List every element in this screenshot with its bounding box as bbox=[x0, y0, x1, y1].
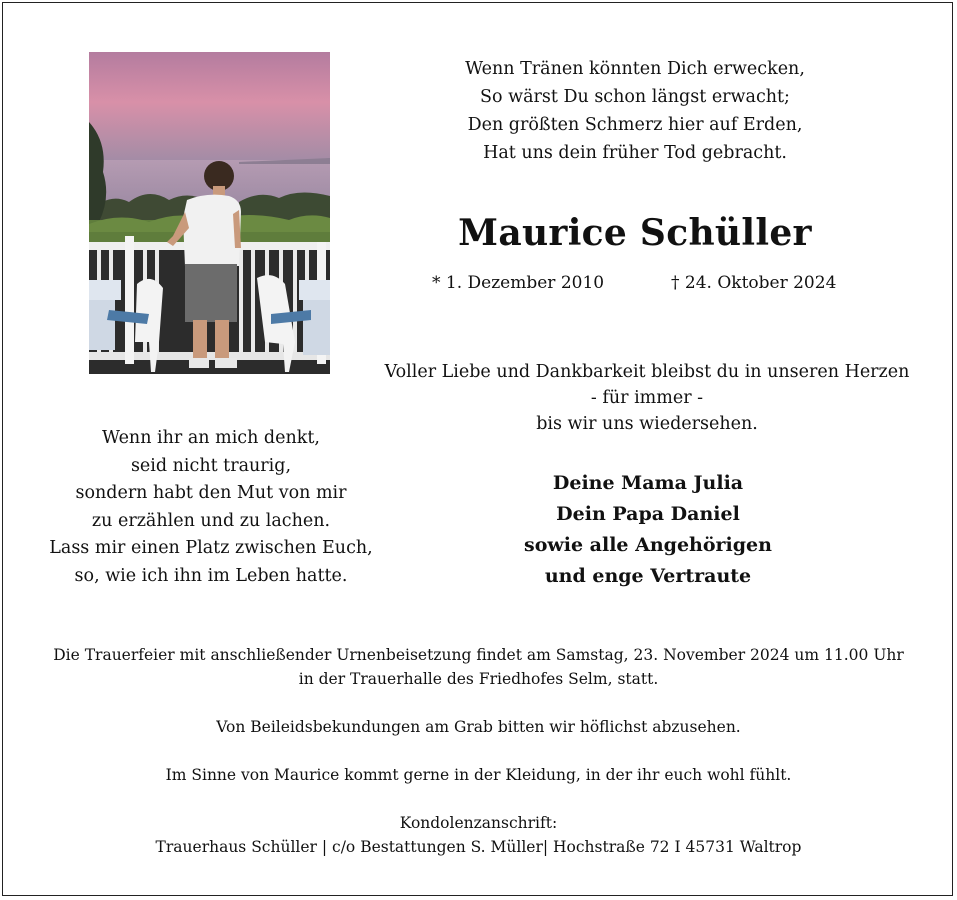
remembrance-text bbox=[370, 359, 924, 437]
remembrance-line: - für immer - bbox=[590, 388, 704, 408]
condolence-address: Trauerhaus Schüller | c/o Bestattungen S. Müller| Hochstraße 72 I 45731 Waltrop bbox=[155, 838, 802, 856]
ceremony-line: in der Trauerhalle des Friedhofes Selm, statt. bbox=[298, 670, 659, 688]
remembrance-line: bis wir uns wiedersehen. bbox=[536, 414, 758, 434]
family-line: und enge Vertraute bbox=[544, 565, 752, 587]
poem-line: Wenn Tränen könnten Dich erwecken, bbox=[465, 59, 805, 79]
family-signatures bbox=[470, 468, 826, 592]
family-line: Dein Papa Daniel bbox=[556, 503, 740, 525]
deceased-name: Maurice Schüller bbox=[458, 212, 812, 254]
ceremony-line: Die Trauerfeier mit anschließender Urnenbeisetzung findet am Samstag, 23. November 2024 um 11.00 Uhr bbox=[53, 646, 904, 664]
poem-line: sondern habt den Mut von mir bbox=[75, 483, 347, 503]
poem-line: So wärst Du schon längst erwacht; bbox=[480, 87, 790, 107]
clothing-note: Im Sinne von Maurice kommt gerne in der Kleidung, in der ihr euch wohl fühlt. bbox=[165, 766, 792, 784]
birth-date: * 1. Dezember 2010 bbox=[432, 273, 605, 293]
ceremony-info bbox=[20, 643, 937, 859]
poem-line: Hat uns dein früher Tod gebracht. bbox=[483, 143, 787, 163]
family-line: sowie alle Angehörigen bbox=[524, 534, 772, 556]
poem-line: seid nicht traurig, bbox=[130, 455, 292, 476]
family-line: Deine Mama Julia bbox=[552, 472, 744, 494]
poem-line: so, wie ich ihn im Leben hatte. bbox=[74, 565, 348, 586]
poem-line: Den größten Schmerz hier auf Erden, bbox=[467, 115, 803, 135]
condolence-request: Von Beileidsbekundungen am Grab bitten wir höflichst abzusehen. bbox=[216, 718, 741, 736]
memorial-photo bbox=[89, 52, 330, 374]
poem-line: zu erzählen und zu lachen. bbox=[91, 510, 331, 531]
top-poem bbox=[380, 55, 890, 167]
poem-line: Wenn ihr an mich denkt, bbox=[102, 428, 320, 448]
poem-line: Lass mir einen Platz zwischen Euch, bbox=[49, 538, 373, 558]
condolence-label: Kondolenzanschrift: bbox=[399, 814, 558, 832]
death-date: † 24. Oktober 2024 bbox=[671, 273, 837, 293]
remembrance-line: Voller Liebe und Dankbarkeit bleibst du in unseren Herzen bbox=[384, 362, 910, 382]
left-poem bbox=[30, 425, 392, 590]
